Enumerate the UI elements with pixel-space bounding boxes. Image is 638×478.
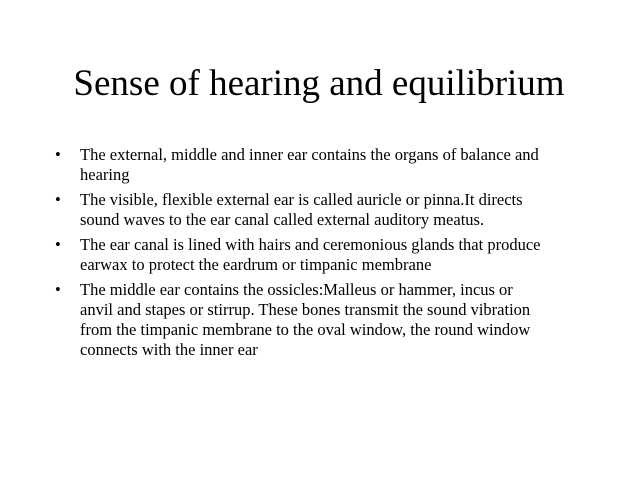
- bullet-text-line: hearing: [80, 165, 130, 184]
- bullet-text-line: anvil and stapes or stirrup. These bones transmit the sound vibration: [80, 300, 531, 319]
- bullet-text-line: The ear canal is lined with hairs and ceremonious glands that produce: [80, 235, 541, 254]
- bullet-mark: •: [55, 190, 61, 209]
- bullet-mark: •: [55, 280, 61, 299]
- bullet-mark: •: [55, 145, 61, 164]
- bullet-text-line: The middle ear contains the ossicles:Malleus or hammer, incus or: [80, 280, 513, 299]
- bullet-text-line: connects with the inner ear: [80, 340, 258, 359]
- bullet-list: [55, 145, 595, 365]
- bullet-text-line: The external, middle and inner ear contains the organs of balance and: [80, 145, 539, 164]
- bullet-item: [55, 235, 595, 275]
- bullet-item: [55, 190, 595, 230]
- bullet-item: [55, 280, 595, 360]
- bullet-text-line: sound waves to the ear canal called external auditory meatus.: [80, 210, 485, 229]
- bullet-text-line: earwax to protect the eardrum or timpanic membrane: [80, 255, 432, 274]
- bullet-mark: •: [55, 235, 61, 254]
- bullet-text-line: from the timpanic membrane to the oval window, the round window: [80, 320, 531, 339]
- bullet-item: [55, 145, 595, 185]
- bullet-text-line: The visible, flexible external ear is called auricle or pinna.It directs: [80, 190, 523, 209]
- slide-title: Sense of hearing and equilibrium: [73, 63, 565, 104]
